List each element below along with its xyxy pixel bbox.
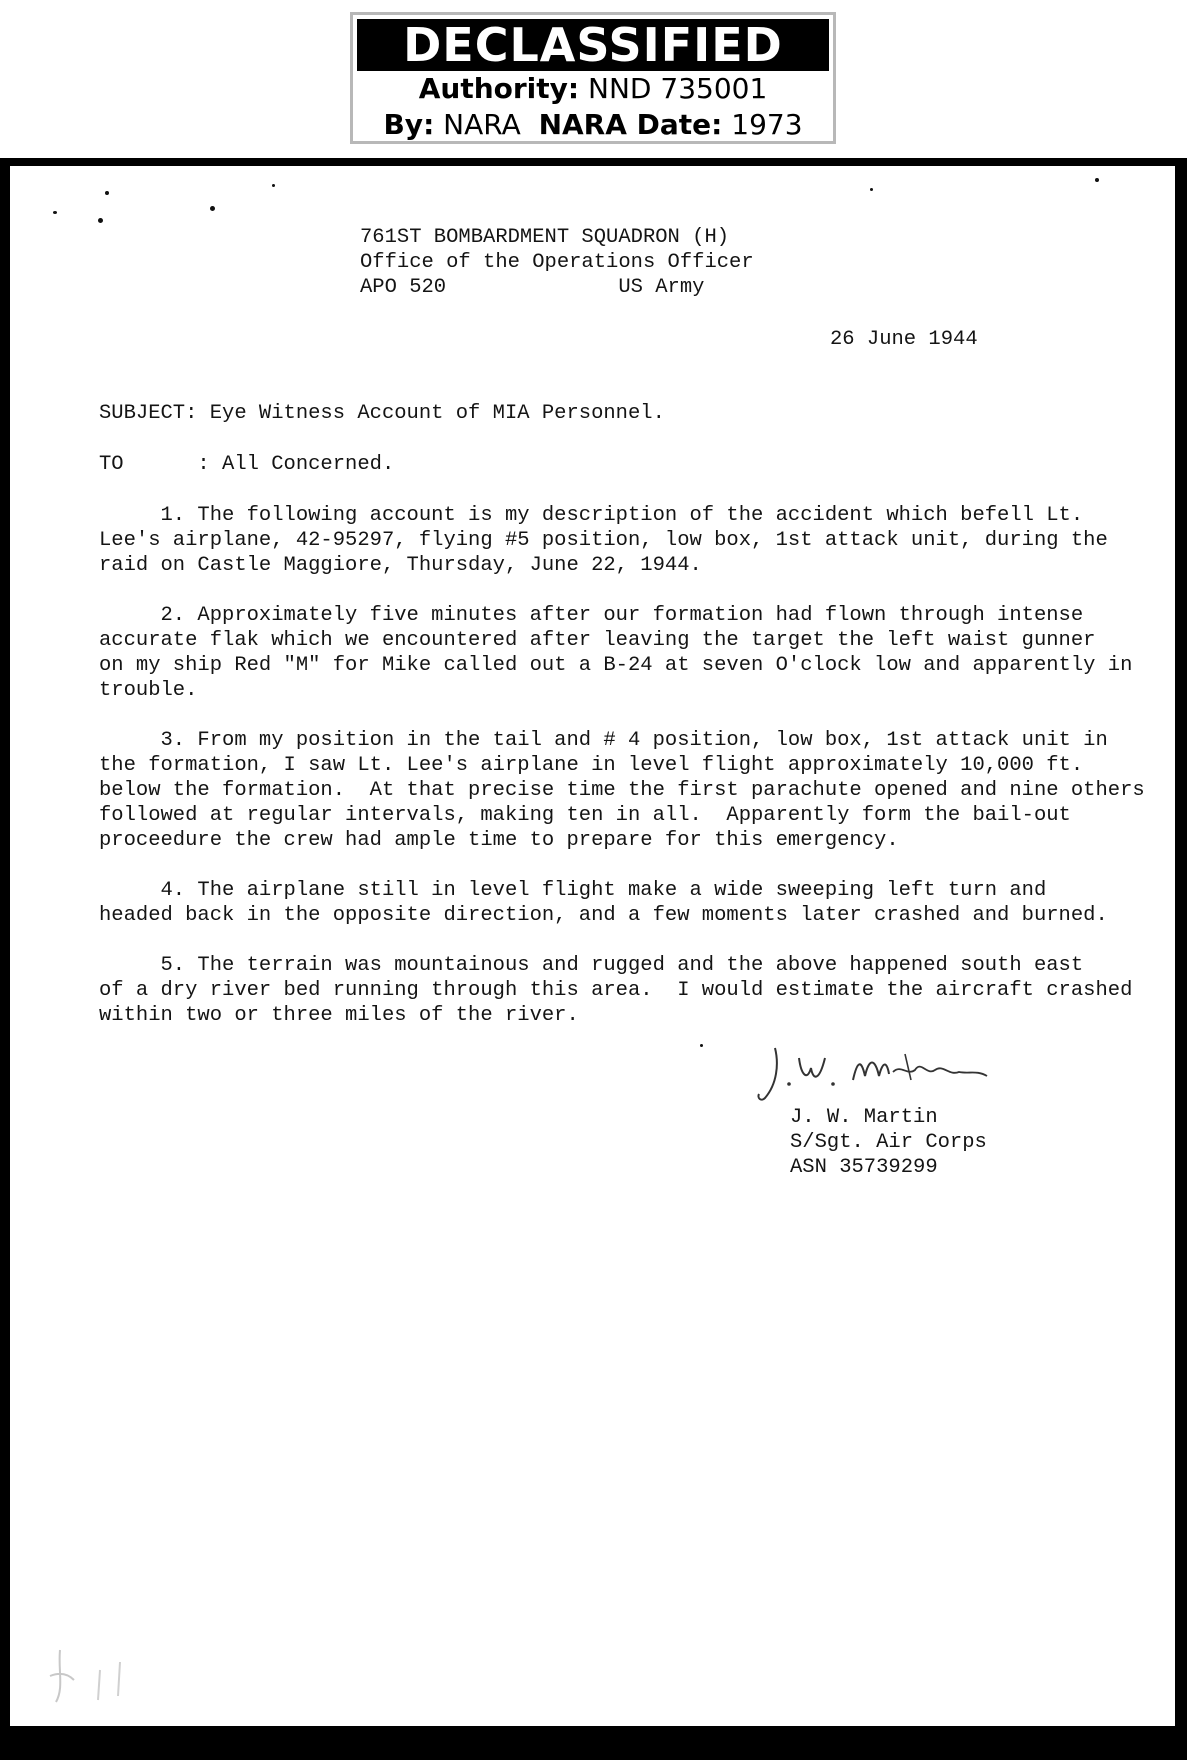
document-date: 26 June 1944 xyxy=(830,328,978,351)
document-sheet xyxy=(10,166,1175,1726)
signature-block xyxy=(790,1105,987,1180)
authority-value: NND 735001 xyxy=(588,72,768,105)
stamp-title: DECLASSIFIED xyxy=(357,19,829,71)
paragraph-5: 5. The terrain was mountainous and rugged and the above happened south east of a dry river bed running through this area. I would estimate the aircraft crashed within two or three miles of the river. xyxy=(99,954,1133,1027)
signer-rank: S/Sgt. Air Corps xyxy=(790,1131,987,1154)
stamp-authority-line xyxy=(353,71,833,107)
scan-speck xyxy=(210,206,215,211)
letterhead-line-3: APO 520 US Army xyxy=(360,276,705,299)
by-label: By: xyxy=(383,108,435,141)
scan-speck xyxy=(98,218,103,223)
faint-handwritten-mark xyxy=(40,1640,150,1710)
scan-speck xyxy=(870,188,873,191)
scan-speck xyxy=(53,211,57,214)
scan-speck xyxy=(272,184,275,187)
paragraph-3: 3. From my position in the tail and # 4 position, low box, 1st attack unit in the formation, I saw Lt. Lee's airplane in level flight approximately 10,000 ft. below the formation. At that precise time the first parachute opened and nine others followed at regular intervals, making ten in all. Apparently form the bail-out proceedure the crew had ample time to prepare for this emergency. xyxy=(99,729,1145,852)
paragraph-1: 1. The following account is my description of the accident which befell Lt. Lee's airplane, 42-95297, flying #5 position, low box, 1st attack unit, during the raid on Castle Maggiore, Thursday, June 22, 1944. xyxy=(99,504,1108,577)
letterhead-line-1: 761ST BOMBARDMENT SQUADRON (H) xyxy=(360,226,730,249)
to-line: TO : All Concerned. xyxy=(99,453,395,476)
scan-speck xyxy=(1095,178,1099,182)
signer-asn: ASN 35739299 xyxy=(790,1156,938,1179)
subject-line: SUBJECT: Eye Witness Account of MIA Personnel. xyxy=(99,402,665,425)
authority-label: Authority: xyxy=(418,72,580,105)
handwritten-signature xyxy=(755,1040,1040,1110)
declassified-stamp xyxy=(350,12,836,144)
paragraph-4: 4. The airplane still in level flight make a wide sweeping left turn and headed back in the opposite direction, and a few moments later crashed and burned. xyxy=(99,879,1108,927)
by-value: NARA xyxy=(443,108,521,141)
stamp-by-line xyxy=(353,107,833,143)
nara-date-value: 1973 xyxy=(731,108,803,141)
signer-name: J. W. Martin xyxy=(790,1106,938,1129)
nara-date-label: NARA Date: xyxy=(538,108,723,141)
scan-speck xyxy=(105,191,109,195)
paragraph-2: 2. Approximately five minutes after our formation had flown through intense accurate flak which we encountered after leaving the target the left waist gunner on my ship Red "M" for Mike called out a B-24 at seven O'clock low and apparently in trouble. xyxy=(99,604,1133,702)
letterhead xyxy=(360,225,754,300)
letterhead-line-2: Office of the Operations Officer xyxy=(360,251,754,274)
scan-speck xyxy=(700,1044,703,1047)
